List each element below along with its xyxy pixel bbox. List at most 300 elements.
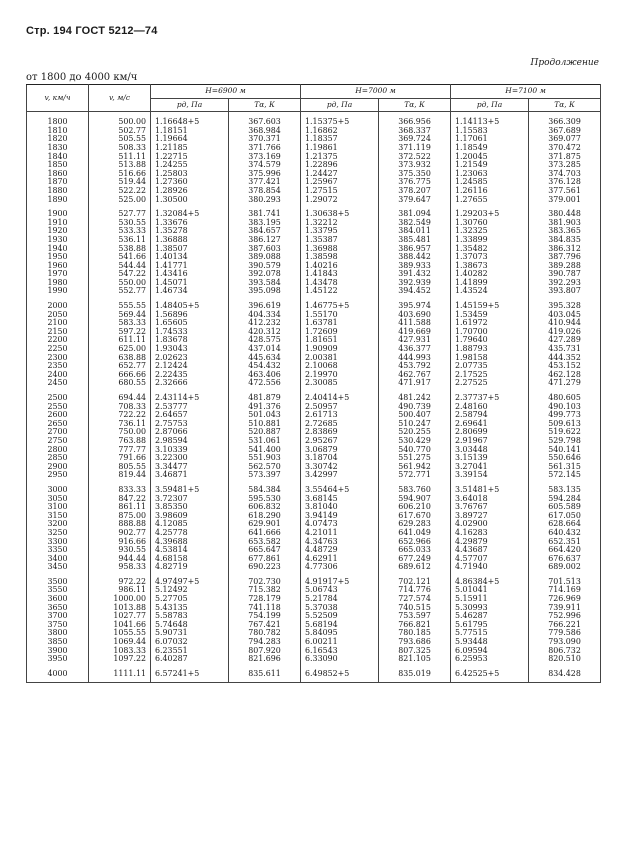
v-ms-cell: 944.44 <box>89 555 151 564</box>
p2-cell: 6.33090 <box>301 655 379 664</box>
p2-cell: 3.42997 <box>301 471 379 480</box>
p1-cell: 1.56896 <box>151 311 229 320</box>
p3-cell: 1.53459 <box>451 311 529 320</box>
v-ms-cell: 986.11 <box>89 586 151 595</box>
p2-cell: 5.21784 <box>301 595 379 604</box>
v-kmh-cell: 3700 <box>27 612 89 621</box>
p2-cell: 2.30085 <box>301 379 379 388</box>
t3-cell: 471.279 <box>529 379 601 388</box>
t2-cell: 372.522 <box>379 153 451 162</box>
t1-cell: 551.903 <box>229 454 301 463</box>
t2-cell: 427.931 <box>379 336 451 345</box>
t3-cell: 435.731 <box>529 345 601 354</box>
v-ms-cell: 1027.77 <box>89 612 151 621</box>
t3-cell: 820.510 <box>529 655 601 664</box>
v-ms-cell: 861.11 <box>89 503 151 512</box>
v-ms-cell: 511.11 <box>89 153 151 162</box>
v-kmh-cell: 1860 <box>27 170 89 179</box>
p3-cell: 3.03448 <box>451 446 529 455</box>
p1-cell: 2.32666 <box>151 379 229 388</box>
p3-cell: 5.15911 <box>451 595 529 604</box>
col-header-p1: pд, Па <box>151 98 229 112</box>
t3-cell: 640.432 <box>529 529 601 538</box>
range-caption: от 1800 до 4000 км/ч <box>26 72 138 83</box>
p2-cell: 1.21375 <box>301 153 379 162</box>
p1-cell: 1.43416 <box>151 270 229 279</box>
t3-cell: 739.911 <box>529 604 601 613</box>
v-ms-cell: 1013.88 <box>89 604 151 613</box>
t1-cell: 396.619 <box>229 296 301 311</box>
t3-cell: 367.689 <box>529 127 601 136</box>
p3-cell: 1.43524 <box>451 287 529 296</box>
v-kmh-cell: 4000 <box>27 664 89 683</box>
t1-cell: 573.397 <box>229 471 301 480</box>
t1-cell: 412.232 <box>229 319 301 328</box>
t1-cell: 377.421 <box>229 178 301 187</box>
p3-cell: 1.29203+5 <box>451 204 529 219</box>
p1-cell: 1.74533 <box>151 328 229 337</box>
v-ms-cell: 1083.33 <box>89 647 151 656</box>
p2-cell: 3.68145 <box>301 495 379 504</box>
v-kmh-cell: 2950 <box>27 471 89 480</box>
p1-cell: 2.53777 <box>151 403 229 412</box>
v-kmh-cell: 3900 <box>27 647 89 656</box>
p2-cell: 2.10068 <box>301 362 379 371</box>
p3-cell: 1.33899 <box>451 236 529 245</box>
t3-cell: 664.420 <box>529 546 601 555</box>
v-ms-cell: 597.22 <box>89 328 151 337</box>
t1-cell: 463.406 <box>229 371 301 380</box>
t3-cell: 419.026 <box>529 328 601 337</box>
p2-cell: 6.16543 <box>301 647 379 656</box>
t2-cell: 714.776 <box>379 586 451 595</box>
col-header-v-kmh: v, км/ч <box>27 85 89 112</box>
p3-cell: 6.42525+5 <box>451 664 529 683</box>
p3-cell: 3.51481+5 <box>451 480 529 495</box>
t3-cell: 499.773 <box>529 411 601 420</box>
col-header-p2: pд, Па <box>301 98 379 112</box>
p3-cell: 5.01041 <box>451 586 529 595</box>
t3-cell: 766.221 <box>529 621 601 630</box>
t1-cell: 728.179 <box>229 595 301 604</box>
v-kmh-cell: 1930 <box>27 236 89 245</box>
v-ms-cell: 666.66 <box>89 371 151 380</box>
p1-cell: 4.82719 <box>151 563 229 572</box>
p1-cell: 2.43114+5 <box>151 388 229 403</box>
t3-cell: 369.077 <box>529 135 601 144</box>
p2-cell: 2.00381 <box>301 354 379 363</box>
v-kmh-cell: 1910 <box>27 219 89 228</box>
v-ms-cell: 541.66 <box>89 253 151 262</box>
p3-cell: 1.45159+5 <box>451 296 529 311</box>
v-ms-cell: 527.77 <box>89 204 151 219</box>
p1-cell: 2.87066 <box>151 428 229 437</box>
t2-cell: 382.549 <box>379 219 451 228</box>
t3-cell: 689.002 <box>529 563 601 572</box>
p3-cell: 5.46287 <box>451 612 529 621</box>
table-row <box>27 296 601 311</box>
t3-cell: 628.664 <box>529 520 601 529</box>
t3-cell: 529.798 <box>529 437 601 446</box>
p3-cell: 3.76767 <box>451 503 529 512</box>
p3-cell: 3.64018 <box>451 495 529 504</box>
v-kmh-cell: 1920 <box>27 227 89 236</box>
table-row <box>27 112 601 127</box>
p1-cell: 1.28926 <box>151 187 229 196</box>
t3-cell: 561.315 <box>529 463 601 472</box>
p1-cell: 1.24255 <box>151 161 229 170</box>
v-ms-cell: 530.55 <box>89 219 151 228</box>
t1-cell: 835.611 <box>229 664 301 683</box>
p3-cell: 1.88793 <box>451 345 529 354</box>
p1-cell: 3.46871 <box>151 471 229 480</box>
v-kmh-cell: 1880 <box>27 187 89 196</box>
v-ms-cell: 519.44 <box>89 178 151 187</box>
p3-cell: 1.30760 <box>451 219 529 228</box>
v-ms-cell: 736.11 <box>89 420 151 429</box>
t1-cell: 472.556 <box>229 379 301 388</box>
t2-cell: 807.325 <box>379 647 451 656</box>
t1-cell: 428.575 <box>229 336 301 345</box>
t2-cell: 385.481 <box>379 236 451 245</box>
t1-cell: 780.782 <box>229 629 301 638</box>
v-kmh-cell: 1820 <box>27 135 89 144</box>
col-header-t2: Tα, К <box>379 98 451 112</box>
t2-cell: 376.775 <box>379 178 451 187</box>
t2-cell: 689.612 <box>379 563 451 572</box>
t2-cell: 629.283 <box>379 520 451 529</box>
p2-cell: 1.46775+5 <box>301 296 379 311</box>
t1-cell: 715.382 <box>229 586 301 595</box>
p3-cell: 4.71940 <box>451 563 529 572</box>
v-ms-cell: 550.00 <box>89 279 151 288</box>
t1-cell: 374.579 <box>229 161 301 170</box>
t2-cell: 835.019 <box>379 664 451 683</box>
p1-cell: 3.72307 <box>151 495 229 504</box>
p3-cell: 2.07735 <box>451 362 529 371</box>
v-ms-cell: 805.55 <box>89 463 151 472</box>
t1-cell: 378.854 <box>229 187 301 196</box>
p1-cell: 6.07032 <box>151 638 229 647</box>
v-ms-cell: 833.33 <box>89 480 151 495</box>
continuation-label: Продолжение <box>530 58 599 68</box>
p3-cell: 1.23063 <box>451 170 529 179</box>
t3-cell: 652.351 <box>529 538 601 547</box>
t2-cell: 386.957 <box>379 245 451 254</box>
t1-cell: 690.223 <box>229 563 301 572</box>
p3-cell: 1.21549 <box>451 161 529 170</box>
t2-cell: 371.119 <box>379 144 451 153</box>
p1-cell: 1.19664 <box>151 135 229 144</box>
v-ms-cell: 538.88 <box>89 245 151 254</box>
t1-cell: 384.657 <box>229 227 301 236</box>
p2-cell: 3.94149 <box>301 512 379 521</box>
col-header-v-ms: v, м/с <box>89 85 151 112</box>
p1-cell: 1.33676 <box>151 219 229 228</box>
t1-cell: 491.376 <box>229 403 301 412</box>
t2-cell: 652.966 <box>379 538 451 547</box>
p1-cell: 3.59481+5 <box>151 480 229 495</box>
v-ms-cell: 536.11 <box>89 236 151 245</box>
p2-cell: 1.15375+5 <box>301 112 379 127</box>
v-kmh-cell: 2200 <box>27 336 89 345</box>
v-kmh-cell: 3550 <box>27 586 89 595</box>
t2-cell: 740.515 <box>379 604 451 613</box>
p3-cell: 1.32325 <box>451 227 529 236</box>
t2-cell: 540.770 <box>379 446 451 455</box>
v-kmh-cell: 3450 <box>27 563 89 572</box>
v-ms-cell: 791.66 <box>89 454 151 463</box>
t3-cell: 779.586 <box>529 629 601 638</box>
t1-cell: 821.696 <box>229 655 301 664</box>
p3-cell: 1.98158 <box>451 354 529 363</box>
p2-cell: 1.24427 <box>301 170 379 179</box>
p2-cell: 1.38598 <box>301 253 379 262</box>
v-kmh-cell: 3400 <box>27 555 89 564</box>
t2-cell: 391.432 <box>379 270 451 279</box>
t3-cell: 834.428 <box>529 664 601 683</box>
table-row <box>27 471 601 480</box>
t3-cell: 377.561 <box>529 187 601 196</box>
p1-cell: 3.85350 <box>151 503 229 512</box>
col-header-p3: pд, Па <box>451 98 529 112</box>
p2-cell: 1.35387 <box>301 236 379 245</box>
t1-cell: 510.881 <box>229 420 301 429</box>
t3-cell: 392.293 <box>529 279 601 288</box>
v-kmh-cell: 3250 <box>27 529 89 538</box>
v-kmh-cell: 2750 <box>27 437 89 446</box>
row-group <box>27 296 601 388</box>
t1-cell: 641.666 <box>229 529 301 538</box>
p3-cell: 1.41899 <box>451 279 529 288</box>
v-ms-cell: 513.88 <box>89 161 151 170</box>
v-kmh-cell: 3850 <box>27 638 89 647</box>
t2-cell: 411.588 <box>379 319 451 328</box>
p2-cell: 5.84095 <box>301 629 379 638</box>
t2-cell: 378.207 <box>379 187 451 196</box>
t3-cell: 490.103 <box>529 403 601 412</box>
v-kmh-cell: 2050 <box>27 311 89 320</box>
t2-cell: 766.821 <box>379 621 451 630</box>
p3-cell: 4.16283 <box>451 529 529 538</box>
t3-cell: 726.969 <box>529 595 601 604</box>
p3-cell: 2.27525 <box>451 379 529 388</box>
p2-cell: 4.77306 <box>301 563 379 572</box>
p2-cell: 1.18357 <box>301 135 379 144</box>
p2-cell: 4.91917+5 <box>301 572 379 587</box>
v-ms-cell: 750.00 <box>89 428 151 437</box>
v-ms-cell: 505.55 <box>89 135 151 144</box>
t3-cell: 594.284 <box>529 495 601 504</box>
p1-cell: 1.21185 <box>151 144 229 153</box>
v-ms-cell: 819.44 <box>89 471 151 480</box>
t1-cell: 368.984 <box>229 127 301 136</box>
p2-cell: 1.19861 <box>301 144 379 153</box>
p1-cell: 6.40287 <box>151 655 229 664</box>
p1-cell: 3.22300 <box>151 454 229 463</box>
p1-cell: 1.40134 <box>151 253 229 262</box>
v-ms-cell: 552.77 <box>89 287 151 296</box>
p3-cell: 1.15583 <box>451 127 529 136</box>
p2-cell: 2.72685 <box>301 420 379 429</box>
table-row <box>27 379 601 388</box>
p2-cell: 1.55170 <box>301 311 379 320</box>
t2-cell: 500.407 <box>379 411 451 420</box>
p1-cell: 1.27360 <box>151 178 229 187</box>
t2-cell: 551.275 <box>379 454 451 463</box>
v-kmh-cell: 3000 <box>27 480 89 495</box>
v-kmh-cell: 2550 <box>27 403 89 412</box>
t3-cell: 462.128 <box>529 371 601 380</box>
p1-cell: 4.68158 <box>151 555 229 564</box>
t3-cell: 583.135 <box>529 480 601 495</box>
table-row <box>27 196 601 205</box>
p2-cell: 5.37038 <box>301 604 379 613</box>
p2-cell: 1.16862 <box>301 127 379 136</box>
v-kmh-cell: 2700 <box>27 428 89 437</box>
v-kmh-cell: 2250 <box>27 345 89 354</box>
p1-cell: 6.23551 <box>151 647 229 656</box>
v-kmh-cell: 1870 <box>27 178 89 187</box>
v-ms-cell: 958.33 <box>89 563 151 572</box>
p3-cell: 5.30993 <box>451 604 529 613</box>
p2-cell: 2.50957 <box>301 403 379 412</box>
p2-cell: 3.18704 <box>301 454 379 463</box>
t3-cell: 370.472 <box>529 144 601 153</box>
p3-cell: 4.29879 <box>451 538 529 547</box>
p3-cell: 1.27655 <box>451 196 529 205</box>
v-ms-cell: 638.88 <box>89 354 151 363</box>
t2-cell: 677.249 <box>379 555 451 564</box>
v-kmh-cell: 3600 <box>27 595 89 604</box>
t1-cell: 420.312 <box>229 328 301 337</box>
p3-cell: 1.14113+5 <box>451 112 529 127</box>
p1-cell: 5.74648 <box>151 621 229 630</box>
t2-cell: 462.767 <box>379 371 451 380</box>
v-ms-cell: 525.00 <box>89 196 151 205</box>
v-kmh-cell: 3500 <box>27 572 89 587</box>
p1-cell: 2.98594 <box>151 437 229 446</box>
t2-cell: 394.452 <box>379 287 451 296</box>
v-kmh-cell: 2400 <box>27 371 89 380</box>
p2-cell: 3.30742 <box>301 463 379 472</box>
v-ms-cell: 916.66 <box>89 538 151 547</box>
table-row <box>27 664 601 683</box>
t1-cell: 390.579 <box>229 262 301 271</box>
v-kmh-cell: 1970 <box>27 270 89 279</box>
p1-cell: 1.41771 <box>151 262 229 271</box>
v-kmh-cell: 2500 <box>27 388 89 403</box>
t3-cell: 390.787 <box>529 270 601 279</box>
t1-cell: 437.014 <box>229 345 301 354</box>
v-kmh-cell: 3750 <box>27 621 89 630</box>
p2-cell: 4.21011 <box>301 529 379 538</box>
p1-cell: 5.58783 <box>151 612 229 621</box>
p3-cell: 5.93448 <box>451 638 529 647</box>
t2-cell: 395.974 <box>379 296 451 311</box>
p3-cell: 3.89727 <box>451 512 529 521</box>
t2-cell: 436.377 <box>379 345 451 354</box>
t3-cell: 371.875 <box>529 153 601 162</box>
p3-cell: 1.61972 <box>451 319 529 328</box>
t1-cell: 445.634 <box>229 354 301 363</box>
p2-cell: 2.61713 <box>301 411 379 420</box>
t1-cell: 702.730 <box>229 572 301 587</box>
p2-cell: 2.40414+5 <box>301 388 379 403</box>
t2-cell: 510.247 <box>379 420 451 429</box>
p2-cell: 1.27515 <box>301 187 379 196</box>
p1-cell: 6.57241+5 <box>151 664 229 683</box>
col-header-h2: H=7000 м <box>301 85 451 99</box>
p2-cell: 1.45122 <box>301 287 379 296</box>
p3-cell: 1.17061 <box>451 135 529 144</box>
p1-cell: 1.25803 <box>151 170 229 179</box>
p1-cell: 4.53814 <box>151 546 229 555</box>
t1-cell: 741.118 <box>229 604 301 613</box>
t2-cell: 392.939 <box>379 279 451 288</box>
v-kmh-cell: 3050 <box>27 495 89 504</box>
p1-cell: 1.35278 <box>151 227 229 236</box>
t2-cell: 481.242 <box>379 388 451 403</box>
p3-cell: 2.17525 <box>451 371 529 380</box>
t2-cell: 821.105 <box>379 655 451 664</box>
t2-cell: 753.597 <box>379 612 451 621</box>
col-header-t3: Tα, К <box>529 98 601 112</box>
v-ms-cell: 1097.22 <box>89 655 151 664</box>
p3-cell: 2.69641 <box>451 420 529 429</box>
v-kmh-cell: 1940 <box>27 245 89 254</box>
p3-cell: 1.40282 <box>451 270 529 279</box>
p1-cell: 2.12424 <box>151 362 229 371</box>
page-header: Стр. 194 ГОСТ 5212—74 <box>26 25 158 37</box>
t1-cell: 393.584 <box>229 279 301 288</box>
p1-cell: 1.38507 <box>151 245 229 254</box>
v-ms-cell: 500.00 <box>89 112 151 127</box>
v-kmh-cell: 2900 <box>27 463 89 472</box>
t3-cell: 550.646 <box>529 454 601 463</box>
t2-cell: 375.350 <box>379 170 451 179</box>
t1-cell: 794.283 <box>229 638 301 647</box>
v-kmh-cell: 1900 <box>27 204 89 219</box>
t2-cell: 403.690 <box>379 311 451 320</box>
p1-cell: 1.65605 <box>151 319 229 328</box>
t1-cell: 520.887 <box>229 428 301 437</box>
t3-cell: 376.128 <box>529 178 601 187</box>
row-group <box>27 480 601 572</box>
t3-cell: 519.622 <box>529 428 601 437</box>
v-kmh-cell: 2100 <box>27 319 89 328</box>
t3-cell: 393.807 <box>529 287 601 296</box>
p3-cell: 2.37737+5 <box>451 388 529 403</box>
p2-cell: 4.34763 <box>301 538 379 547</box>
t2-cell: 444.993 <box>379 354 451 363</box>
v-kmh-cell: 1830 <box>27 144 89 153</box>
t1-cell: 606.832 <box>229 503 301 512</box>
v-ms-cell: 708.33 <box>89 403 151 412</box>
col-header-h1: H=6900 м <box>151 85 301 99</box>
p3-cell: 4.57707 <box>451 555 529 564</box>
row-group <box>27 112 601 204</box>
t1-cell: 370.371 <box>229 135 301 144</box>
t3-cell: 453.152 <box>529 362 601 371</box>
p3-cell: 1.26116 <box>451 187 529 196</box>
p3-cell: 1.79640 <box>451 336 529 345</box>
t2-cell: 617.670 <box>379 512 451 521</box>
t1-cell: 380.293 <box>229 196 301 205</box>
p1-cell: 4.12085 <box>151 520 229 529</box>
p2-cell: 1.36988 <box>301 245 379 254</box>
p1-cell: 4.97497+5 <box>151 572 229 587</box>
